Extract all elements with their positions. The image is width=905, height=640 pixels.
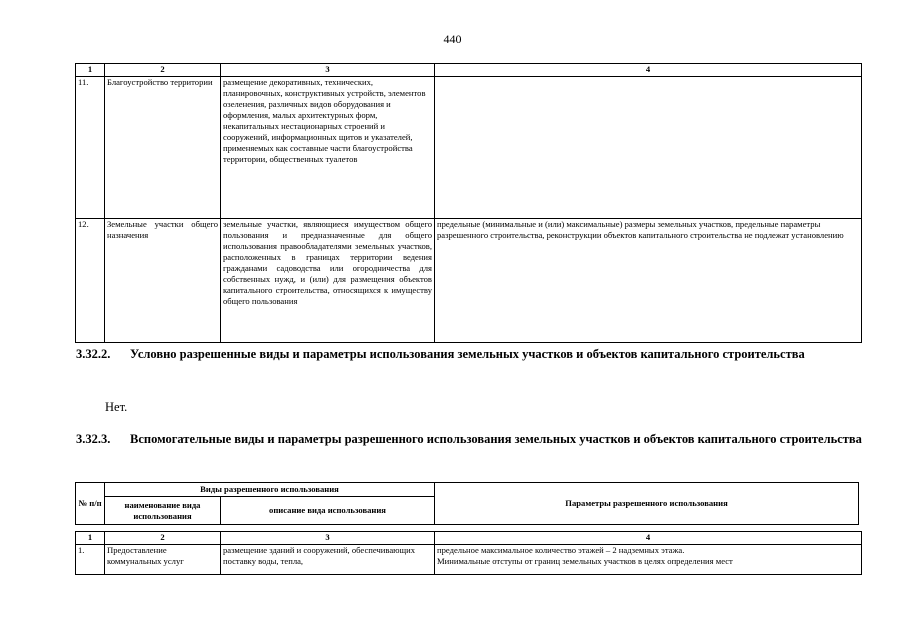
header-number: № п/п: [76, 483, 105, 525]
section-heading: [76, 346, 862, 363]
row-number: 12.: [76, 219, 105, 343]
use-description: размещение декоративных, технических, планировочных, конструктивных устройств, элементов озеленения, различных видов оборудования и оформления, малых архитектурных форм, некапитальных нестационарных строений и сооружений, информационных щитов и указателей, применяемых как составные части благоустройства территории, общественных туалетов: [221, 77, 435, 219]
row-number: 11.: [76, 77, 105, 219]
use-parameters: [435, 545, 862, 575]
use-description: размещение зданий и сооружений, обеспечивающих поставку воды, тепла,: [221, 545, 435, 575]
auxiliary-uses-header-table: [75, 482, 859, 525]
column-number-1: 1: [76, 532, 105, 545]
params-line: Минимальные отступы от границ земельных участков в целях определения мест: [437, 556, 733, 566]
page-number: 440: [443, 32, 462, 46]
table-row: [76, 77, 862, 219]
table-header-row: [76, 532, 862, 545]
permitted-uses-table: [75, 63, 862, 343]
use-name: Земельные участки общего назначения: [105, 219, 221, 343]
header-use-name: наименование вида использования: [105, 497, 221, 525]
table-header-row: [76, 64, 862, 77]
section-title: Вспомогательные виды и параметры разрешенного использования земельных участков и объектов капитального строительства: [130, 432, 862, 446]
use-name: Предоставление коммунальных услуг: [105, 545, 221, 575]
section-number: 3.32.2.: [76, 347, 111, 361]
column-number-1: 1: [76, 64, 105, 77]
column-number-3: 3: [221, 64, 435, 77]
params-line: предельное максимальное количество этажей – 2 надземных этажа.: [437, 545, 685, 555]
auxiliary-uses-table: [75, 531, 862, 575]
section-title: Условно разрешенные виды и параметры использования земельных участков и объектов капитального строительства: [130, 347, 805, 361]
header-use-description: описание вида использования: [221, 497, 435, 525]
header-group: Виды разрешенного использования: [105, 483, 435, 497]
column-number-3: 3: [221, 532, 435, 545]
column-number-2: 2: [105, 532, 221, 545]
use-parameters: предельные (минимальные и (или) максимальные) размеры земельных участков, предельные параметры разрешенного строительства, реконструкции объектов капитального строительства не подлежат установлению: [435, 219, 862, 343]
section-heading: [76, 431, 862, 448]
table-row: [76, 219, 862, 343]
column-number-4: 4: [435, 64, 862, 77]
use-parameters: [435, 77, 862, 219]
header-params: Параметры разрешенного использования: [435, 483, 859, 525]
table-row: [76, 545, 862, 575]
use-description: земельные участки, являющиеся имуществом общего пользования и предназначенные для общего использования правообладателями земельных участков, расположенных в границах территории ведения гражданами садоводства или огородничества для собственных нужд, и (или) для размещения объектов капитального строительства, относящихся к имуществу общего пользования: [221, 219, 435, 343]
section-body: Нет.: [105, 400, 128, 414]
column-number-4: 4: [435, 532, 862, 545]
row-number: 1.: [76, 545, 105, 575]
section-number: 3.32.3.: [76, 432, 111, 446]
column-number-2: 2: [105, 64, 221, 77]
use-name: Благоустройство территории: [105, 77, 221, 219]
